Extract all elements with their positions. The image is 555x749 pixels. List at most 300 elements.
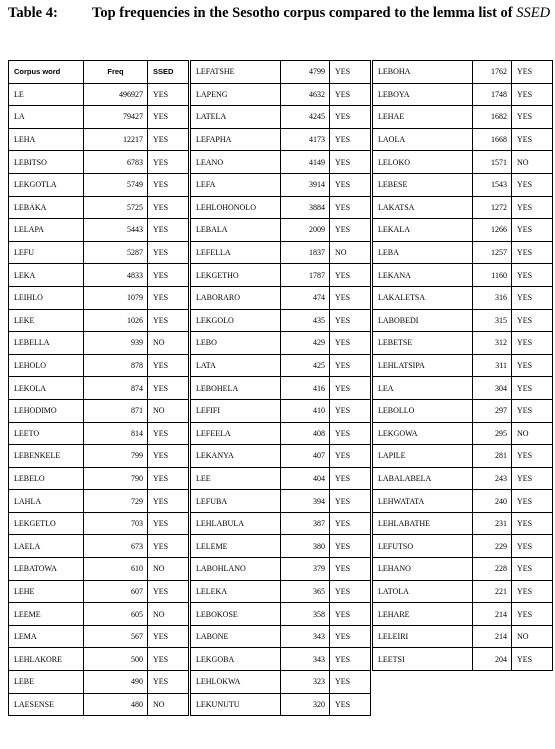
table-row (373, 106, 553, 129)
ssed-cell: YES (148, 580, 189, 603)
corpus-word-cell: LEBELLA (9, 332, 84, 355)
freq-cell: 5287 (84, 241, 148, 264)
corpus-word-cell: LEANO (191, 151, 281, 174)
table-row (191, 625, 371, 648)
table-row (9, 558, 189, 581)
freq-cell: 240 (473, 490, 512, 513)
freq-cell: 1257 (473, 241, 512, 264)
corpus-word-cell: LEHA (9, 128, 84, 151)
ssed-cell: YES (512, 173, 553, 196)
table-row (373, 422, 553, 445)
freq-cell: 343 (281, 625, 330, 648)
table-row (9, 151, 189, 174)
table-row (191, 106, 371, 129)
ssed-cell: YES (330, 196, 371, 219)
ssed-cell: YES (148, 535, 189, 558)
corpus-word-cell: LABALABELA (373, 467, 473, 490)
table-row (9, 399, 189, 422)
freq-cell: 1668 (473, 128, 512, 151)
table-row (9, 106, 189, 129)
freq-cell: 416 (281, 377, 330, 400)
ssed-cell: YES (330, 151, 371, 174)
freq-cell: 394 (281, 490, 330, 513)
corpus-word-cell: LEHLABATHE (373, 512, 473, 535)
freq-cell: 474 (281, 286, 330, 309)
freq-cell: 311 (473, 354, 512, 377)
freq-cell: 2009 (281, 219, 330, 242)
freq-cell: 408 (281, 422, 330, 445)
table-row (373, 332, 553, 355)
table-row (373, 264, 553, 287)
table-row (191, 309, 371, 332)
ssed-cell: NO (148, 603, 189, 626)
ssed-cell: YES (512, 558, 553, 581)
table-row (191, 61, 371, 84)
table-row (191, 151, 371, 174)
ssed-cell: YES (330, 106, 371, 129)
corpus-word-cell: LEHLOKWA (191, 671, 281, 694)
table-row (191, 196, 371, 219)
ssed-cell: YES (512, 467, 553, 490)
corpus-word-cell: LEKGOBA (191, 648, 281, 671)
ssed-cell: YES (148, 219, 189, 242)
table-row (373, 61, 553, 84)
corpus-word-cell: LEFATSHE (191, 61, 281, 84)
freq-cell: 814 (84, 422, 148, 445)
freq-cell: 4799 (281, 61, 330, 84)
ssed-cell: YES (512, 648, 553, 671)
freq-cell: 5749 (84, 173, 148, 196)
table-row (191, 671, 371, 694)
ssed-cell: YES (330, 309, 371, 332)
freq-cell: 320 (281, 693, 330, 716)
corpus-word-cell: LEHODIMO (9, 399, 84, 422)
corpus-word-cell: LELEME (191, 535, 281, 558)
freq-cell: 703 (84, 512, 148, 535)
table-row (9, 377, 189, 400)
table-row (9, 332, 189, 355)
freq-cell: 304 (473, 377, 512, 400)
freq-cell: 221 (473, 580, 512, 603)
freq-cell: 874 (84, 377, 148, 400)
ssed-cell: YES (330, 693, 371, 716)
corpus-word-cell: LELOKO (373, 151, 473, 174)
corpus-word-cell: LELEIRI (373, 625, 473, 648)
corpus-word-cell: LEKANA (373, 264, 473, 287)
corpus-word-cell: LEKOLA (9, 377, 84, 400)
ssed-cell: YES (330, 83, 371, 106)
corpus-word-cell: LEFIFI (191, 399, 281, 422)
ssed-cell: YES (512, 106, 553, 129)
corpus-word-cell: LEFAPHA (191, 128, 281, 151)
freq-cell: 6783 (84, 151, 148, 174)
corpus-word-cell: LEMA (9, 625, 84, 648)
table-row (191, 286, 371, 309)
ssed-cell: YES (330, 512, 371, 535)
corpus-word-cell: LATA (191, 354, 281, 377)
table-row (191, 693, 371, 716)
freq-cell: 297 (473, 399, 512, 422)
freq-cell: 231 (473, 512, 512, 535)
freq-cell: 1266 (473, 219, 512, 242)
table-row (373, 173, 553, 196)
ssed-cell: YES (148, 196, 189, 219)
freq-cell: 1272 (473, 196, 512, 219)
freq-cell: 410 (281, 399, 330, 422)
table-row (373, 219, 553, 242)
table-row (191, 264, 371, 287)
corpus-word-cell: LEKGOTLA (9, 173, 84, 196)
corpus-word-cell: LEHANO (373, 558, 473, 581)
ssed-cell: YES (512, 264, 553, 287)
corpus-word-cell: LEHLATSIPA (373, 354, 473, 377)
freq-cell: 315 (473, 309, 512, 332)
corpus-word-cell: LEFU (9, 241, 84, 264)
freq-cell: 3914 (281, 173, 330, 196)
ssed-cell: YES (330, 648, 371, 671)
frequency-table-column-2 (190, 60, 371, 716)
freq-cell: 490 (84, 671, 148, 694)
table-row (9, 286, 189, 309)
table-row (191, 354, 371, 377)
freq-cell: 4632 (281, 83, 330, 106)
ssed-cell: NO (512, 151, 553, 174)
corpus-word-cell: LEBENKELE (9, 445, 84, 468)
corpus-word-cell: LABOHLANO (191, 558, 281, 581)
freq-cell: 1837 (281, 241, 330, 264)
table-row (191, 219, 371, 242)
freq-cell: 79427 (84, 106, 148, 129)
ssed-cell: YES (330, 286, 371, 309)
table-row (191, 173, 371, 196)
corpus-word-cell: LAHLA (9, 490, 84, 513)
freq-cell: 4173 (281, 128, 330, 151)
table-row (191, 332, 371, 355)
freq-cell: 404 (281, 467, 330, 490)
freq-cell: 243 (473, 467, 512, 490)
ssed-cell: YES (148, 264, 189, 287)
header-ssed: SSED (148, 61, 189, 84)
freq-cell: 567 (84, 625, 148, 648)
ssed-cell: NO (148, 693, 189, 716)
table-row (9, 196, 189, 219)
freq-cell: 358 (281, 603, 330, 626)
table-row (373, 196, 553, 219)
table-row (373, 309, 553, 332)
corpus-word-cell: LEKGETHO (191, 264, 281, 287)
corpus-word-cell: LEKANYA (191, 445, 281, 468)
corpus-word-cell: LEHLAKORE (9, 648, 84, 671)
table-title (92, 4, 553, 23)
table-title-text: Top frequencies in the Sesotho corpus compared to the lemma list of (92, 5, 513, 21)
ssed-cell: YES (148, 151, 189, 174)
ssed-cell: YES (512, 377, 553, 400)
table-row (9, 625, 189, 648)
ssed-cell: NO (148, 332, 189, 355)
corpus-word-cell: LEBOYA (373, 83, 473, 106)
corpus-word-cell: LEHWATATA (373, 490, 473, 513)
freq-cell: 605 (84, 603, 148, 626)
corpus-word-cell: LEFUTSO (373, 535, 473, 558)
freq-cell: 435 (281, 309, 330, 332)
ssed-cell: YES (330, 399, 371, 422)
table-row (373, 648, 553, 671)
table-row (191, 558, 371, 581)
header-corpus-word: Corpus word (9, 61, 84, 84)
ssed-cell: YES (330, 128, 371, 151)
table-row (191, 580, 371, 603)
ssed-cell: YES (330, 467, 371, 490)
ssed-cell: YES (512, 580, 553, 603)
freq-cell: 1682 (473, 106, 512, 129)
table-row (191, 648, 371, 671)
corpus-word-cell: LEE (191, 467, 281, 490)
corpus-word-cell: LEBITSO (9, 151, 84, 174)
ssed-cell: YES (330, 422, 371, 445)
table-row (191, 512, 371, 535)
table-row (373, 128, 553, 151)
ssed-cell: YES (512, 219, 553, 242)
freq-cell: 281 (473, 445, 512, 468)
ssed-cell: YES (512, 286, 553, 309)
freq-cell: 790 (84, 467, 148, 490)
ssed-cell: YES (512, 399, 553, 422)
corpus-word-cell: LEA (373, 377, 473, 400)
table-row (9, 648, 189, 671)
table-row (191, 377, 371, 400)
freq-cell: 407 (281, 445, 330, 468)
freq-cell: 323 (281, 671, 330, 694)
freq-cell: 229 (473, 535, 512, 558)
table-row (373, 445, 553, 468)
freq-cell: 365 (281, 580, 330, 603)
corpus-word-cell: LEIHLO (9, 286, 84, 309)
ssed-cell: YES (148, 467, 189, 490)
corpus-word-cell: LEBAKA (9, 196, 84, 219)
freq-cell: 4245 (281, 106, 330, 129)
corpus-word-cell: LEFELLA (191, 241, 281, 264)
corpus-word-cell: LAPENG (191, 83, 281, 106)
freq-cell: 4149 (281, 151, 330, 174)
corpus-word-cell: LEKUNUTU (191, 693, 281, 716)
freq-cell: 5725 (84, 196, 148, 219)
ssed-cell: YES (148, 286, 189, 309)
table-row (9, 422, 189, 445)
ssed-cell: YES (148, 625, 189, 648)
freq-cell: 878 (84, 354, 148, 377)
ssed-cell: YES (512, 535, 553, 558)
ssed-cell: YES (148, 671, 189, 694)
corpus-word-cell: LAESENSE (9, 693, 84, 716)
table-row (373, 377, 553, 400)
table-row (9, 309, 189, 332)
ssed-cell: NO (512, 625, 553, 648)
ssed-cell: YES (148, 377, 189, 400)
ssed-cell: YES (512, 241, 553, 264)
table-row (373, 286, 553, 309)
ssed-cell: NO (148, 558, 189, 581)
freq-cell: 496927 (84, 83, 148, 106)
ssed-cell: YES (148, 106, 189, 129)
table-row (9, 693, 189, 716)
corpus-word-cell: LEBA (373, 241, 473, 264)
ssed-cell: YES (512, 83, 553, 106)
freq-cell: 343 (281, 648, 330, 671)
ssed-cell: YES (512, 332, 553, 355)
ssed-cell: YES (148, 490, 189, 513)
freq-cell: 228 (473, 558, 512, 581)
freq-cell: 729 (84, 490, 148, 513)
table-row (373, 467, 553, 490)
ssed-cell: YES (148, 422, 189, 445)
ssed-cell: NO (512, 422, 553, 445)
ssed-cell: YES (330, 535, 371, 558)
table-row (373, 535, 553, 558)
table-row (373, 625, 553, 648)
freq-cell: 295 (473, 422, 512, 445)
corpus-word-cell: LABOBEDI (373, 309, 473, 332)
freq-cell: 500 (84, 648, 148, 671)
corpus-word-cell: LABONE (191, 625, 281, 648)
corpus-word-cell: LEBOLLO (373, 399, 473, 422)
table-row (191, 490, 371, 513)
ssed-cell: YES (330, 490, 371, 513)
ssed-cell: YES (512, 128, 553, 151)
table-row (373, 151, 553, 174)
freq-cell: 429 (281, 332, 330, 355)
ssed-cell: YES (330, 580, 371, 603)
frequency-table-column-1 (8, 60, 189, 716)
corpus-word-cell: LEBOHA (373, 61, 473, 84)
ssed-cell: YES (330, 219, 371, 242)
table-row (373, 490, 553, 513)
freq-cell: 312 (473, 332, 512, 355)
freq-cell: 1787 (281, 264, 330, 287)
table-row (9, 445, 189, 468)
ssed-cell: YES (512, 61, 553, 84)
table-title-italic: SSED (516, 5, 551, 21)
corpus-word-cell: LEKE (9, 309, 84, 332)
corpus-word-cell: LEKGOLO (191, 309, 281, 332)
corpus-word-cell: LEHARE (373, 603, 473, 626)
freq-cell: 610 (84, 558, 148, 581)
table-row (9, 128, 189, 151)
table-row (373, 603, 553, 626)
ssed-cell: YES (512, 196, 553, 219)
freq-cell: 871 (84, 399, 148, 422)
ssed-cell: YES (330, 603, 371, 626)
corpus-word-cell: LEKALA (373, 219, 473, 242)
corpus-word-cell: LEBOKOSE (191, 603, 281, 626)
ssed-cell: NO (330, 241, 371, 264)
ssed-cell: YES (512, 445, 553, 468)
freq-cell: 204 (473, 648, 512, 671)
table-row (9, 264, 189, 287)
corpus-word-cell: LEETSI (373, 648, 473, 671)
freq-cell: 480 (84, 693, 148, 716)
table-row (191, 241, 371, 264)
freq-cell: 380 (281, 535, 330, 558)
freq-cell: 12217 (84, 128, 148, 151)
ssed-cell: YES (148, 445, 189, 468)
corpus-word-cell: LEKGOWA (373, 422, 473, 445)
corpus-word-cell: LEBELO (9, 467, 84, 490)
ssed-cell: YES (512, 354, 553, 377)
header-row (9, 61, 189, 84)
freq-cell: 1543 (473, 173, 512, 196)
ssed-cell: YES (148, 241, 189, 264)
freq-cell: 5443 (84, 219, 148, 242)
table-row (9, 83, 189, 106)
freq-cell: 1571 (473, 151, 512, 174)
table-row (373, 241, 553, 264)
table-row (9, 671, 189, 694)
ssed-cell: NO (148, 399, 189, 422)
ssed-cell: YES (148, 512, 189, 535)
table-row (9, 173, 189, 196)
freq-cell: 1026 (84, 309, 148, 332)
ssed-cell: YES (330, 173, 371, 196)
ssed-cell: YES (148, 83, 189, 106)
freq-cell: 379 (281, 558, 330, 581)
corpus-word-cell: LAPILE (373, 445, 473, 468)
corpus-word-cell: LA (9, 106, 84, 129)
table-row (9, 490, 189, 513)
table-row (373, 580, 553, 603)
corpus-word-cell: LATOLA (373, 580, 473, 603)
corpus-word-cell: LEKA (9, 264, 84, 287)
header-freq: Freq (84, 61, 148, 84)
corpus-word-cell: LE (9, 83, 84, 106)
freq-cell: 1079 (84, 286, 148, 309)
ssed-cell: YES (512, 490, 553, 513)
corpus-word-cell: LAELA (9, 535, 84, 558)
table-row (9, 603, 189, 626)
table-row (373, 512, 553, 535)
freq-cell: 673 (84, 535, 148, 558)
ssed-cell: YES (330, 264, 371, 287)
table-row (9, 467, 189, 490)
corpus-word-cell: LABORARO (191, 286, 281, 309)
ssed-cell: YES (512, 309, 553, 332)
ssed-cell: YES (148, 354, 189, 377)
ssed-cell: YES (330, 377, 371, 400)
freq-cell: 799 (84, 445, 148, 468)
table-row (191, 399, 371, 422)
table-row (191, 603, 371, 626)
freq-cell: 425 (281, 354, 330, 377)
table-row (191, 83, 371, 106)
table-row (9, 354, 189, 377)
corpus-word-cell: LEKGETLO (9, 512, 84, 535)
corpus-word-cell: LELAPA (9, 219, 84, 242)
ssed-cell: YES (148, 128, 189, 151)
table-row (191, 535, 371, 558)
corpus-word-cell: LEBALA (191, 219, 281, 242)
table-row (373, 83, 553, 106)
ssed-cell: YES (330, 558, 371, 581)
ssed-cell: YES (512, 603, 553, 626)
ssed-cell: YES (330, 445, 371, 468)
frequency-table-column-3 (372, 60, 553, 671)
freq-cell: 607 (84, 580, 148, 603)
ssed-cell: YES (148, 173, 189, 196)
table-row (9, 512, 189, 535)
table-row (9, 580, 189, 603)
corpus-word-cell: LAKATSA (373, 196, 473, 219)
freq-cell: 316 (473, 286, 512, 309)
corpus-word-cell: LEHOLO (9, 354, 84, 377)
